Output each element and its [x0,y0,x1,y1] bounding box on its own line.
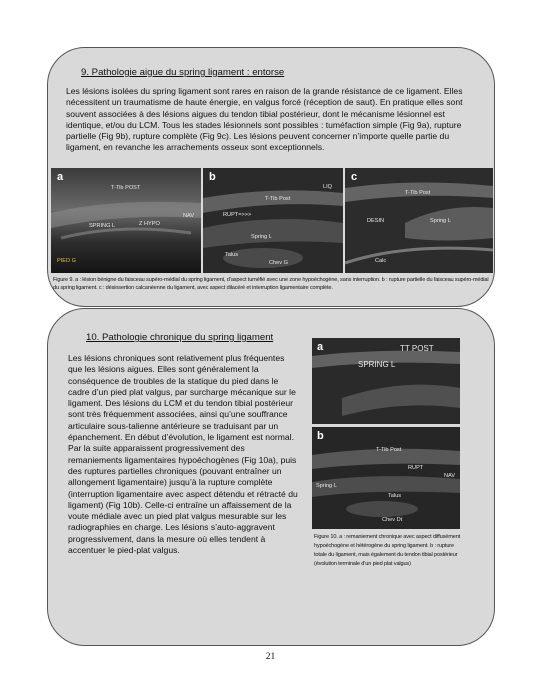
image-label: T-Tib POST [111,185,141,191]
image-label: RUPT=>>> [223,212,252,218]
image-label: NAV [444,473,456,479]
image-label: T-Tib Post [376,447,402,453]
section-10-title: 10. Pathologie chronique du spring ligament [86,332,274,343]
image-letter: a [57,171,64,183]
section-9-panel [47,47,495,307]
image-label: DESIN [367,218,385,224]
section-9-body: Les lésions isolées du spring ligament sont rares en raison de la grande résistance de ce ligament. Elles nécessitent un traumatisme de haute énergie, en valgus forcé (réception de saut). En pratique elles sont souvent associées à des lésions aigues du tendon tibial postérieur, dont le mécanisme lésionnel est identique, et/ou du LCM. Tous les stades lésionnels sont possibles : tuméfaction simple (Fig 9a), rupture partielle (Fig 9b), rupture complète (Fig 9c). Les lésions peuvent concerner n’importe quelle partie du ligament, en revanche les arrachements osseux sont exceptionnels. [66,86,463,153]
ultrasound-image-10b [312,427,460,529]
figure-9-caption: Figure 9. a : lésion bénigne du faisceau supéro-médial du spring ligament, d’aspect tuméfié avec une zone hypoéchogène, sans interruption. b : rupture partielle du faisceau supéro-médial du spring ligament. c : désinsertion calcanéenne du ligament, avec aspect dilacéré et interruption ligamentaire complète. [53,277,489,291]
image-label: SPRING L [358,360,396,369]
image-label: SPRING L [89,223,116,229]
image-label: Calc [375,258,387,264]
image-label: TT POST [400,344,434,353]
ultrasound-image-9b [203,168,343,273]
image-label: T-Tib Post [405,190,431,196]
image-label: Z HYPO [139,221,160,227]
ultrasound-image-9c [345,168,493,273]
image-label: LIQ [323,184,333,190]
ultrasound-image-9a [51,168,201,273]
image-label: Spring L [251,234,272,240]
image-label: Spring L [430,218,451,224]
image-letter: c [351,171,358,183]
image-letter: b [317,430,324,442]
section-9-title: 9. Pathologie aigue du spring ligament : entorse [81,67,285,78]
section-10-body: Les lésions chroniques sont relativement plus fréquentes que les lésions aigues. Elles sont généralement la conséquence de troubles de la statique du pied dans le cadre d’un pied plat valgus, par surcharge mécanique sur le ligament. Des lésions du LCM et du tendon tibial postérieur sont très fréquemment associées, ainsi qu’une souffrance articulaire sous-talienne antérieure se traduisant par un épanchement. En début d’évolution, le ligament est normal. Par la suite apparaissent progressivement des remaniements ligamentaires hypoéchogènes (Fig 10a), puis des ruptures partielles chroniques (pouvant entraîner un allongement ligamentaire) jusqu’à la rupture complète (interruption ligamentaire avec aspect détendu et rétracté du ligament) (Fig 10b). Celle-ci entraîne un affaissement de la voute médiale avec un pied plat valgus mesurable sur les radiographies en charge. Les lésions s’auto-aggravent progressivement, dans la mesure où elles tendent à accentuer le pied-plat valgus. [68,353,298,556]
page-number: 21 [265,652,276,662]
image-label: T-Tib Post [265,196,291,202]
image-label: Spring L [316,483,337,489]
image-label: Chev Dt [382,517,403,523]
image-label: RUPT [408,465,424,471]
image-label: NAV [183,213,195,219]
image-label: Talus [388,493,402,499]
image-label: Chev G [269,260,288,266]
image-letter: a [317,341,324,353]
figure-10-caption: Figure 10. a : remaniement chronique avec aspect diffusément hypoéchogène et hétérogène du spring ligament. b : rupture totale du ligament, mais également du tendon tibial postérieur (évolution terminale d’un pied plat valgus) [314,534,461,567]
section-10-panel [47,308,495,646]
image-letter: b [209,171,216,183]
image-label: PIED G [57,258,76,264]
image-label: Talus [225,252,239,258]
ultrasound-image-10a [312,338,460,424]
